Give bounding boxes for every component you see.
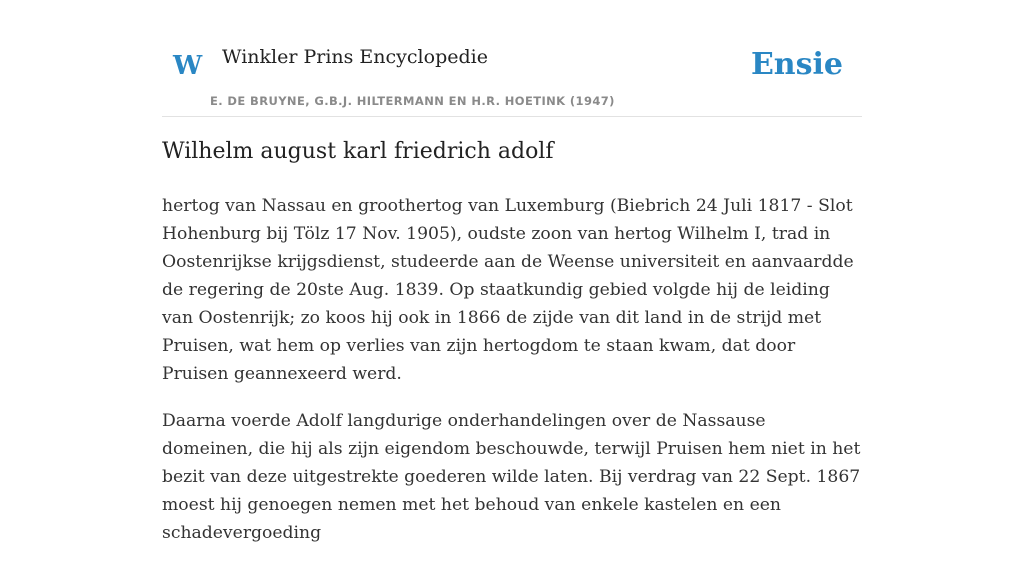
source-authors: E. DE BRUYNE, G.B.J. HILTERMANN EN H.R. HOETINK (1947) — [210, 94, 615, 108]
article-paragraph: Daarna voerde Adolf langdurige onderhandelingen over de Nassause domeinen, die hij als zijn eigendom beschouwde, terwijl Pruisen hem niet in het bezit van deze uitgestrekte goederen wilde laten. Bij verdrag van 22 Sept. 1867 moest hij genoegen nemen met het behoud van enkele kastelen en een schadevergoeding — [162, 411, 861, 543]
site-title[interactable]: Winkler Prins Encyclopedie — [222, 46, 488, 68]
article-paragraph: hertog van Nassau en groothertog van Luxemburg (Biebrich 24 Juli 1817 - Slot Hohenburg bij Tölz 17 Nov. 1905), oudste zoon van hertog Wilhelm I, trad in Oostenrijkse krijgsdienst, studeerde aan de Weense universiteit en aanvaardde de regering de 20ste Aug. 1839. Op staatkundig gebied volgde hij de leiding van Oostenrijk; zo koos hij ook in 1866 de zijde van dit land in de strijd met Pruisen, wat hem op verlies van zijn hertogdom te staan kwam, dat door Pruisen geannexeerd werd. — [162, 196, 854, 384]
winkler-prins-logo[interactable]: W — [173, 51, 203, 81]
site-header — [162, 0, 862, 117]
ensie-brand-link[interactable]: Ensie — [750, 47, 843, 82]
article-body — [162, 192, 862, 566]
article-title: Wilhelm august karl friedrich adolf — [162, 139, 554, 164]
